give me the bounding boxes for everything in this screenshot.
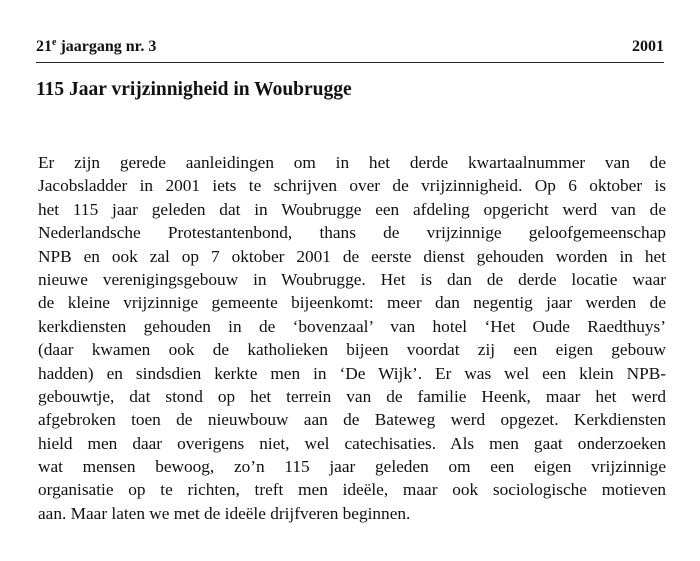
- header-rule: [36, 62, 664, 63]
- body-line: afgebroken toen de nieuwbouw aan de Bateweg werd opgezet. Kerkdiensten: [38, 410, 666, 430]
- body-line: Er zijn gerede aanleidingen om in het derde kwartaalnummer van de: [38, 153, 666, 172]
- body-line: hield men daar overigens niet, wel catechisaties. Als men gaat onderzoeken: [38, 433, 666, 453]
- body-line: wat mensen bewoog, zo’n 115 jaar geleden om een eigen vrijzinnige: [38, 457, 666, 477]
- body-line: de kleine vrijzinnige gemeente bijeenkomt: meer dan negentig jaar werden de: [38, 293, 666, 313]
- issue-number: 21: [36, 38, 52, 55]
- body-line: Nederlandsche Protestantenbond, thans de vrijzinnige geloofgemeenschap: [38, 223, 666, 243]
- issue-label: [36, 37, 156, 57]
- running-head: [36, 37, 664, 61]
- body-line: het 115 jaar geleden dat in Woubrugge een afdeling opgericht werd van de: [38, 199, 666, 219]
- body-line: Jacobsladder in 2001 iets te schrijven over de vrijzinnigheid. Op 6 oktober is: [38, 176, 666, 196]
- publication-year: 2001: [632, 38, 664, 55]
- issue-suffix: e: [52, 37, 57, 48]
- body-line: organisatie op te richten, treft men ideële, maar ook sociologische motieven: [38, 480, 666, 500]
- article-title: 115 Jaar vrijzinnigheid in Woubrugge: [36, 79, 352, 100]
- body-line: aan. Maar laten we met de ideële drijfveren beginnen.: [38, 503, 411, 523]
- body-line: kerkdiensten gehouden in de ‘bovenzaal’ van hotel ‘Het Oude Raedthuys’: [38, 316, 666, 336]
- issue-rest: jaargang nr. 3: [56, 38, 157, 55]
- article-body: [38, 151, 666, 525]
- body-line: NPB en ook zal op 7 oktober 2001 de eerste dienst gehouden worden in het: [38, 246, 666, 266]
- body-line: nieuwe verenigingsgebouw in Woubrugge. Het is dan de derde locatie waar: [38, 269, 666, 289]
- body-line: hadden) en sindsdien kerkte men in ‘De Wijk’. Er was wel een klein NPB-: [38, 363, 666, 383]
- body-line: gebouwtje, dat stond op het terrein van de familie Heenk, maar het werd: [38, 386, 666, 406]
- body-line: (daar kwamen ook de katholieken bijeen voordat zij een eigen gebouw: [38, 340, 666, 360]
